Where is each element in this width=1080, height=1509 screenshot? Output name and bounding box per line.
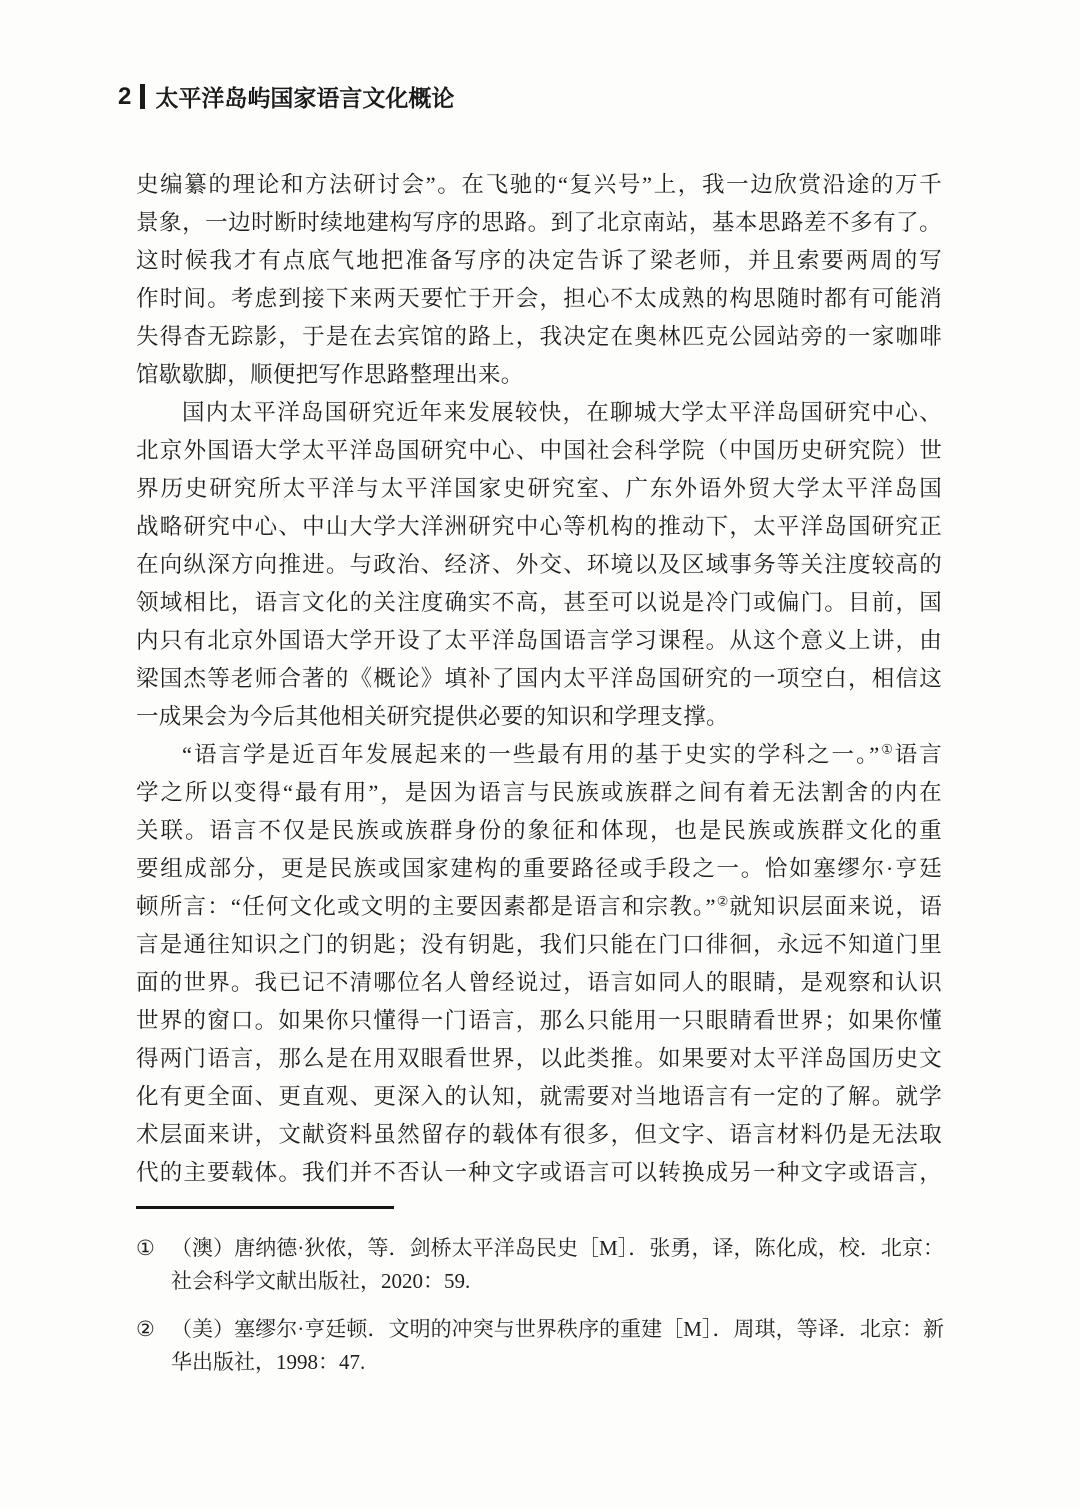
text-line: 国内太平洋岛国研究近年来发展较快，在聊城大学太平洋岛国研究中心、 [182, 400, 942, 425]
text-line: 北京外国语大学太平洋岛国研究中心、中国社会科学院（中国历史研究院）世 [136, 438, 942, 463]
text-line: 领域相比，语言文化的关注度确实不高，甚至可以说是冷门或偏门。目前，国 [136, 590, 942, 615]
running-header [118, 80, 454, 113]
text-line: 作时间。考虑到接下来两天要忙于开会，担心不太成熟的构思随时都有可能消 [136, 286, 942, 311]
text-line: 世界的窗口。如果你只懂得一门语言，那么只能用一只眼睛看世界；如果你懂 [136, 1008, 942, 1033]
text-line: 术层面来讲，文献资料虽然留存的载体有很多，但文字、语言材料仍是无法取 [136, 1122, 942, 1147]
text-line: 梁国杰等老师合著的《概论》填补了国内太平洋岛国研究的一项空白，相信这 [136, 666, 942, 691]
text-line: “语言学是近百年发展起来的一些最有用的基于史实的学科之一。”①语言 [182, 741, 942, 767]
text-line: 界历史研究所太平洋与太平洋国家史研究室、广东外语外贸大学太平洋岛国 [136, 476, 942, 501]
text-line: 内只有北京外国语大学开设了太平洋岛国语言学习课程。从这个意义上讲，由 [136, 628, 942, 653]
text-line: 学之所以变得“最有用”，是因为语言与民族或族群之间有着无法割舍的内在 [136, 780, 942, 805]
footnote-item [136, 1313, 944, 1379]
text-line: 这时候我才有点底气地把准备写序的决定告诉了梁老师，并且索要两周的写 [136, 248, 942, 273]
text-line: 馆歇歇脚，顺便把写作思路整理出来。 [136, 362, 524, 387]
text-line: 在向纵深方向推进。与政治、经济、外交、环境以及区域事务等关注度较高的 [136, 552, 942, 577]
text-line: 得两门语言，那么是在用双眼看世界，以此类推。如果要对太平洋岛国历史文 [136, 1046, 942, 1071]
body-text [136, 166, 942, 1192]
text-line: 一成果会为今后其他相关研究提供必要的知识和学理支撑。 [136, 704, 729, 729]
text-line: 顿所言：“任何文化或文明的主要因素都是语言和宗教。”②就知识层面来说，语 [136, 893, 943, 919]
text-line: 代的主要载体。我们并不否认一种文字或语言可以转换成另一种文字或语言， [136, 1160, 942, 1185]
footnote-marker: ① [136, 1236, 155, 1260]
header-divider-bar [140, 84, 145, 109]
text-line: 战略研究中心、中山大学大洋洲研究中心等机构的推动下，太平洋岛国研究正 [136, 514, 942, 539]
footnotes [136, 1232, 944, 1394]
text-line: 关联。语言不仅是民族或族群身份的象征和体现，也是民族或族群文化的重 [136, 818, 942, 843]
footnote-marker: ② [136, 1317, 155, 1341]
footnote-text: （澳）唐纳德·狄侬，等．剑桥太平洋岛民史［M］．张勇，译，陈化成，校．北京：社会科学文献出版社，2020：59. [171, 1236, 944, 1293]
text-line: 失得杳无踪影，于是在去宾馆的路上，我决定在奥林匹克公园站旁的一家咖啡 [136, 324, 942, 349]
footnote-reference-mark: ② [715, 893, 730, 909]
text-line: 言是通往知识之门的钥匙；没有钥匙，我们只能在门口徘徊，永远不知道门里 [136, 932, 942, 957]
paragraph [136, 736, 942, 1192]
footnote-reference-mark: ① [879, 741, 895, 757]
text-line: 化有更全面、更直观、更深入的认知，就需要对当地语言有一定的了解。就学 [136, 1084, 942, 1109]
text-line: 景象，一边时断时续地建构写序的思路。到了北京南站，基本思路差不多有了。 [136, 210, 942, 235]
footnote-item [136, 1232, 944, 1298]
paragraph [136, 166, 942, 394]
footnote-text: （美）塞缪尔·亨廷顿．文明的冲突与世界秩序的重建［M］．周琪，等译．北京：新华出版社，1998：47. [171, 1317, 944, 1374]
footnote-separator-rule [136, 1206, 394, 1209]
page-number: 2 [118, 82, 132, 110]
paragraph [136, 394, 942, 736]
text-line: 史编纂的理论和方法研讨会”。在飞驰的“复兴号”上，我一边欣赏沿途的万千 [136, 172, 942, 197]
text-line: 面的世界。我已记不清哪位名人曾经说过，语言如同人的眼睛，是观察和认识 [136, 970, 942, 995]
book-title: 太平洋岛屿国家语言文化概论 [155, 85, 455, 111]
text-line: 要组成部分，更是民族或国家建构的重要路径或手段之一。恰如塞缪尔·亨廷 [136, 856, 942, 881]
